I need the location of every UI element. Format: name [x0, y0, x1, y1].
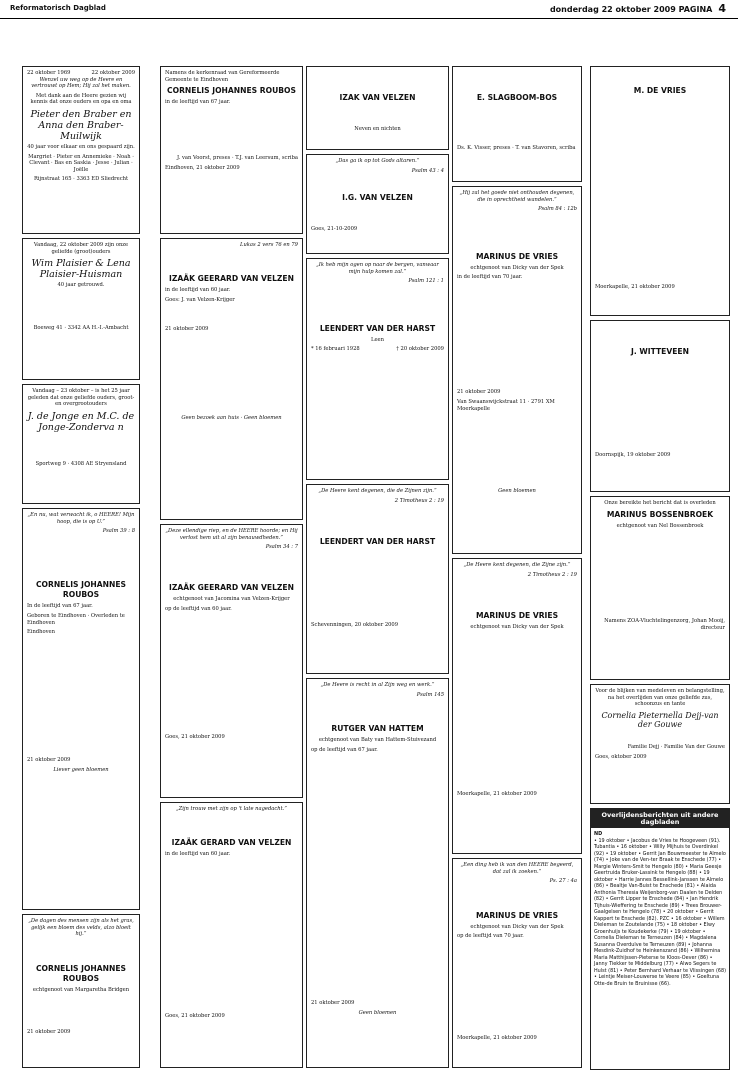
notice-bossenbroek: Onze bereikte het bericht dat is overleden MARINUS BOSSENBROEK echtgenoot van Nel Bossenbroek Namens ZOA-Vluchtelingenzorg, Johan Mooij, directeur: [590, 496, 730, 680]
notice-den-braber: 22 oktober 1969 22 oktober 2009 Wenzel uw weg op de Heere en vertrouwt op Hem; Hij zal het maken. Met dank aan de Heere gezien wij kennis dat onze ouders en opa en oma Pieter den Braber en Anna den Braber-Muilwijk 40 jaar voor elkaar en ons gespaard zijn. Margriet · Pieter en Annemieke · Noah · Clevant · Bas en Saskia · Jesse · Julian · Joëlle Rijnstraat 165 · 3363 ED Sliedrecht: [22, 66, 140, 234]
notice-van-velzen-3: „Zijn trouw met zijn op 't late nagedacht.” IZAÄK GERARD VAN VELZEN in de leeftijd van 60 jaar. Goes, 21 oktober 2009: [160, 802, 303, 1068]
header-date: donderdag 22 oktober 2009 PAGINA 4: [549, 2, 726, 15]
overlijdensberichten-panel: Overlijdensberichten uit andere dagbladen ND • 19 oktober • Jacobus de Vries te Hoogeveen (91). Tubantia • 16 oktober • Willy Mijhuis te Overdinkel (92) • 19 oktober • Gerrit Jan Bouwmeester te Almelo (74) • Joke van de Ven-ter Braak te Enschede (77) • Margie Winters-Smit te Hengelo (80) • Maria Geesje Geertruida Bruker-Lassink te Hengelo (88) • 19 oktober • Harrie Jannes Bessellink-Janssen te Almelo (86) • Bealtje Van-Buist te Enschede (81) • Alaida Anthonia Theresia Weijenborg-van Daalen te Delden (82) • Gerrit Lipper te Enschede (84) • Jan Hendrik Tijhuis-Wieffering te Enschede (89) • Trees Brouwer-Gaalgelsen te Hengelo (78) • 20 oktober • Gerrit Kappert te Enschede (82). PZC • 16 oktober • Willem Dieleman te Zoutelande (75) • 18 oktober • Elwy Groenhuijs te Koudekerke (79) • 19 oktober • Cornelia Dieleman te Terneuzen (84) • Magdalena Susanna Overdulve te Terneuzen (89) • Johanna Mesdink-Zuidhof te Heinkenszand (86) • Wilhemina Maria Matthijssen-Pieterse te Kloos-Oever (86) • Janny Tiekker te Middelburg (77) • Alwo Segers te Hulst (81) • Peter Bernhard Verhaar te Vlissingen (68) • Leintje Meiser-Louwerse te Veere (85) • Goeltuna Otte-de Bruin te Bruinisse (66).: [590, 808, 730, 1070]
notice-dejj-van-der-gouwe: Voor de blijken van medeleven en belangstelling, na het overlijden van onze geliefde zus, schoonzus en tante Cornelia Pieternella Dejj-van der Gouwe Familie Dejj · Familie Van der Gouwe Goes, oktober 2009: [590, 684, 730, 804]
page-header: [0, 0, 738, 19]
notice-izak-van-velzen: IZAK VAN VELZEN Neven en nichten: [306, 66, 449, 150]
notice-plaisier: Vandaag, 22 oktober 2009 zijn onze geliefde (groot)ouders Wim Plaisier & Lena Plaisier-Huisman 40 jaar getrouwd. Boeweg 41 · 3342 AA H.-I.-Ambacht: [22, 238, 140, 380]
notice-witteveen: J. WITTEVEEN Doornspijk, 19 oktober 2009: [590, 320, 730, 492]
notice-ig-van-velzen: „Das ga ik op tot Gods altaren.” Psalm 43 : 4 I.G. VAN VELZEN Goes, 21-10-2009: [306, 154, 449, 254]
couple-name: Pieter den Braber en Anna den Braber-Muilwijk: [30, 108, 132, 142]
notice-de-vries-1: „Hij zal het goede niet onthouden degenen, die in oprechtheid wandelen.” Psalm 84 : 12b MARINUS DE VRIES echtgenoot van Dicky van der Spek in de leeftijd van 70 jaar. 21 oktober 2009 Van Swaanswijckstraat 11 · 2791 XM Moerkapelle Geen bloemen: [452, 186, 582, 554]
notice-de-vries-2: „De Heere kent degenen, die Zijne zijn.” 2 Timotheus 2 : 19 MARINUS DE VRIES echtgenoot van Dicky van der Spek Moerkapelle, 21 oktober 2009: [452, 558, 582, 854]
notice-slagboom: E. SLAGBOOM-BOS Ds. K. Visser, preses · T. van Stavoren, scriba: [452, 66, 582, 182]
notice-roubos-family: „En nu, wat verwacht ik, o HEERE! Mijn hoop, die is op U.” Psalm 39 : 8 CORNELIS JOHANNES ROUBOS In de leeftijd van 67 jaar. Geboren te Eindhoven · Overleden te Eindhoven Eindhoven 21 oktober 2009 Liever geen bloemen: [22, 508, 140, 910]
notice-van-velzen-1: Lukas 2 vers 76 en 79 IZAÄK GEERARD VAN VELZEN in de leeftijd van 60 jaar. Goes: J. van Velzen-Krijger 21 oktober 2009 Geen bezoek aan huis · Geen bloemen: [160, 238, 303, 520]
notice-roubos-2: „De dagen des mensen zijn als het gras, gelijk een bloem des velds, alzo bloeit hij.” CORNELIS JOHANNES ROUBOS echtgenoot van Margaretha Bridgen 21 oktober 2009: [22, 914, 140, 1068]
notice-de-jonge: Vandaag – 23 oktober – is het 25 jaar geleden dat onze geliefde ouders, groot- en overgrootouders J. de Jonge en M.C. de Jonge-Zonderva n Sportweg 9 · 4308 AE Stryensland: [22, 384, 140, 504]
notice-de-vries-3: „Een ding heb ik van den HEERE begeerd, dat zal ik zoeken.” Ps. 27 : 4a MARINUS DE VRIES echtgenoot van Dicky van der Spek op de leeftijd van 70 jaar. Moerkapelle, 21 oktober 2009: [452, 858, 582, 1068]
overlijden-title: Overlijdensberichten uit andere dagbladen: [591, 809, 729, 828]
notice-m-de-vries: M. DE VRIES Moerkapelle, 21 oktober 2009: [590, 66, 730, 316]
page-number: 4: [718, 2, 726, 15]
notice-van-velzen-2: „Deze ellendige riep, en de HEERE hoorde; en Hij verlost hem uit al zijn benauwdheden.” Psalm 34 : 7 IZAÄK GEERARD VAN VELZEN echtgenoot van Jacomina van Velzen-Krijger op de leeftijd van 60 jaar. Goes, 21 oktober 2009: [160, 524, 303, 798]
notice-roubos-kerkenraad: Namens de kerkenraad van Gereformeerde Gemeente te Eindhoven CORNELIS JOHANNES ROUBOS in de leeftijd van 67 jaar. J. van Voorst, preses · T.J. van Leersum, scriba Eindhoven, 21 oktober 2009: [160, 66, 303, 234]
notice-van-der-harst-1: „Ik heb mijn ogen op naar de bergen, vanwaar mijn hulp komen zal.” Psalm 121 : 1 LEENDERT VAN DER HARST Leen * 16 februari 1928 † 20 oktober 2009: [306, 258, 449, 480]
overlijden-list: • 19 oktober • Jacobus de Vries te Hoogeveen (91). Tubantia • 16 oktober • Willy Mijhuis te Overdinkel (92) • 19 oktober • Gerrit Jan Bouwmeester te Almelo (74) • Joke van de Ven-ter Braak te Enschede (77) • Margie Winters-Smit te Hengelo (80) • Maria Geesje Geertruida Bruker-Lassink te Hengelo (88) • 19 oktober • Harrie Jannes Bessellink-Janssen te Almelo (86) • Bealtje Van-Buist te Enschede (81) • Alaida Anthonia Theresia Weijenborg-van Daalen te Delden (82) • Gerrit Lipper te Enschede (84) • Jan Hendrik Tijhuis-Wieffering te Enschede (89) • Trees Brouwer-Gaalgelsen te Hengelo (78) • 20 oktober • Gerrit Kappert te Enschede (82). PZC • 16 oktober • Willem Dieleman te Zoutelande (75) • 18 oktober • Elwy Groenhuijs te Koudekerke (79) • 19 oktober • Cornelia Dieleman te Terneuzen (84) • Magdalena Susanna Overdulve te Terneuzen (89) • Johanna Mesdink-Zuidhof te Heinkenszand (86) • Wilhemina Maria Matthijssen-Pieterse te Kloos-Oever (86) • Janny Tiekker te Middelburg (77) • Alwo Segers te Hulst (81) • Peter Bernhard Verhaar te Vlissingen (68) • Leintje Meiser-Louwerse te Veere (85) • Goeltuna Otte-de Bruin te Bruinisse (66).: [594, 837, 726, 987]
newspaper-name: Reformatorisch Dagblad: [10, 4, 106, 12]
notice-van-hattem: „De Heere is recht in al Zijn weg en werk.” Psalm 145 RUTGER VAN HATTEM echtgenoot van Baty van Hattem-Stuivezand op de leeftijd van 67 jaar. 21 oktober 2009 Geen bloemen: [306, 678, 449, 1068]
notice-van-der-harst-2: „De Heere kent degenen, die de Zijnen zijn.” 2 Timotheus 2 : 19 LEENDERT VAN DER HARST Schevenningen, 20 oktober 2009: [306, 484, 449, 674]
